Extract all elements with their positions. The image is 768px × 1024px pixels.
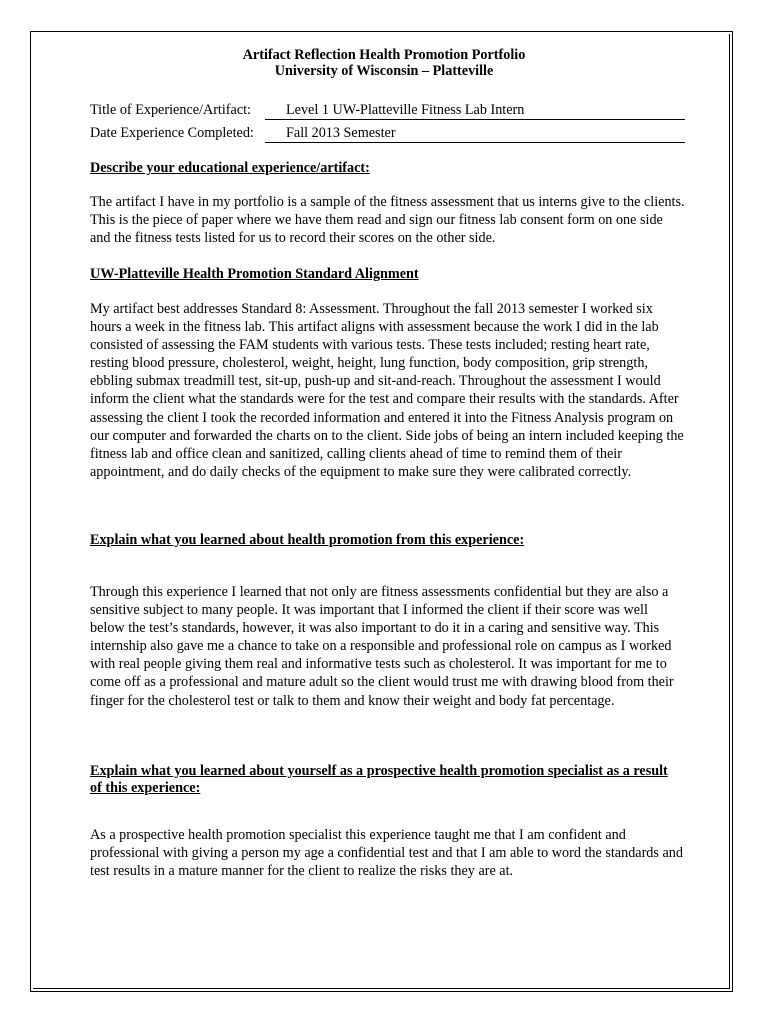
learned-self-heading: Explain what you learned about yourself as a prospective health promotion specialist as a result of this experience: <box>90 763 668 796</box>
date-field-rule <box>265 142 685 143</box>
title-field-rule <box>265 119 685 120</box>
date-field-value: Fall 2013 Semester <box>286 125 396 141</box>
title-field-value: Level 1 UW-Platteville Fitness Lab Intern <box>286 102 525 118</box>
describe-body: The artifact I have in my portfolio is a sample of the fitness assessment that us interns give to the clients. This is the piece of paper where we have them read and sign our fitness lab consent form on one side and the fitness tests listed for us to record their scores on the other side. <box>90 194 685 247</box>
learned-self-body: As a prospective health promotion specialist this experience taught me that I am confident and professional with giving a person my age a confidential test and that I am able to word the standards and test results in a mature manner for the client to realize the risks they are at. <box>90 827 683 880</box>
document-title: Artifact Reflection Health Promotion Portfolio <box>242 47 526 63</box>
describe-heading: Describe your educational experience/artifact: <box>90 160 370 176</box>
date-field-label: Date Experience Completed: <box>90 125 254 141</box>
alignment-body: My artifact best addresses Standard 8: Assessment. Throughout the fall 2013 semester I worked six hours a week in the fitness lab. This artifact aligns with assessment because the work I did in the lab consisted of assessing the FAM students with various tests. These tests included; resting heart rate, resting blood pressure, cholesterol, weight, height, lung function, body composition, grip strength, ebbling submax treadmill test, sit-up, push-up and sit-and-reach. Throughout the assessment I would inform the client what the standards were for the test and compare their results with the standards. After assessing the client I took the recorded information and entered it into the Fitness Analysis program on our computer and forwarded the charts on to the client. Side jobs of being an intern included keeping the fitness lab and office clean and sanitized, calling clients ahead of time to remind them of their appointment, and do daily checks of the equipment to make sure they were calibrated correctly. <box>90 301 684 480</box>
document-subtitle: University of Wisconsin – Platteville <box>274 63 494 79</box>
title-field-label: Title of Experience/Artifact: <box>90 102 252 118</box>
learned-health-body: Through this experience I learned that not only are fitness assessments confidential but they are also a sensitive subject to many people. It was important that I informed the client if their score was well below the test’s standards, however, it was also important to do it in a caring and sensitive way. This internship also gave me a chance to take on a responsible and professional role on campus as I worked with real people giving them real and informative tests such as cholesterol. It was important for me to come off as a professional and mature adult so the client would trust me with drawing blood from their finger for the cholesterol test or talk to them and know their weight and body fat percentage. <box>90 584 674 709</box>
alignment-heading: UW-Platteville Health Promotion Standard Alignment <box>90 266 419 282</box>
learned-health-heading: Explain what you learned about health promotion from this experience: <box>90 532 525 548</box>
